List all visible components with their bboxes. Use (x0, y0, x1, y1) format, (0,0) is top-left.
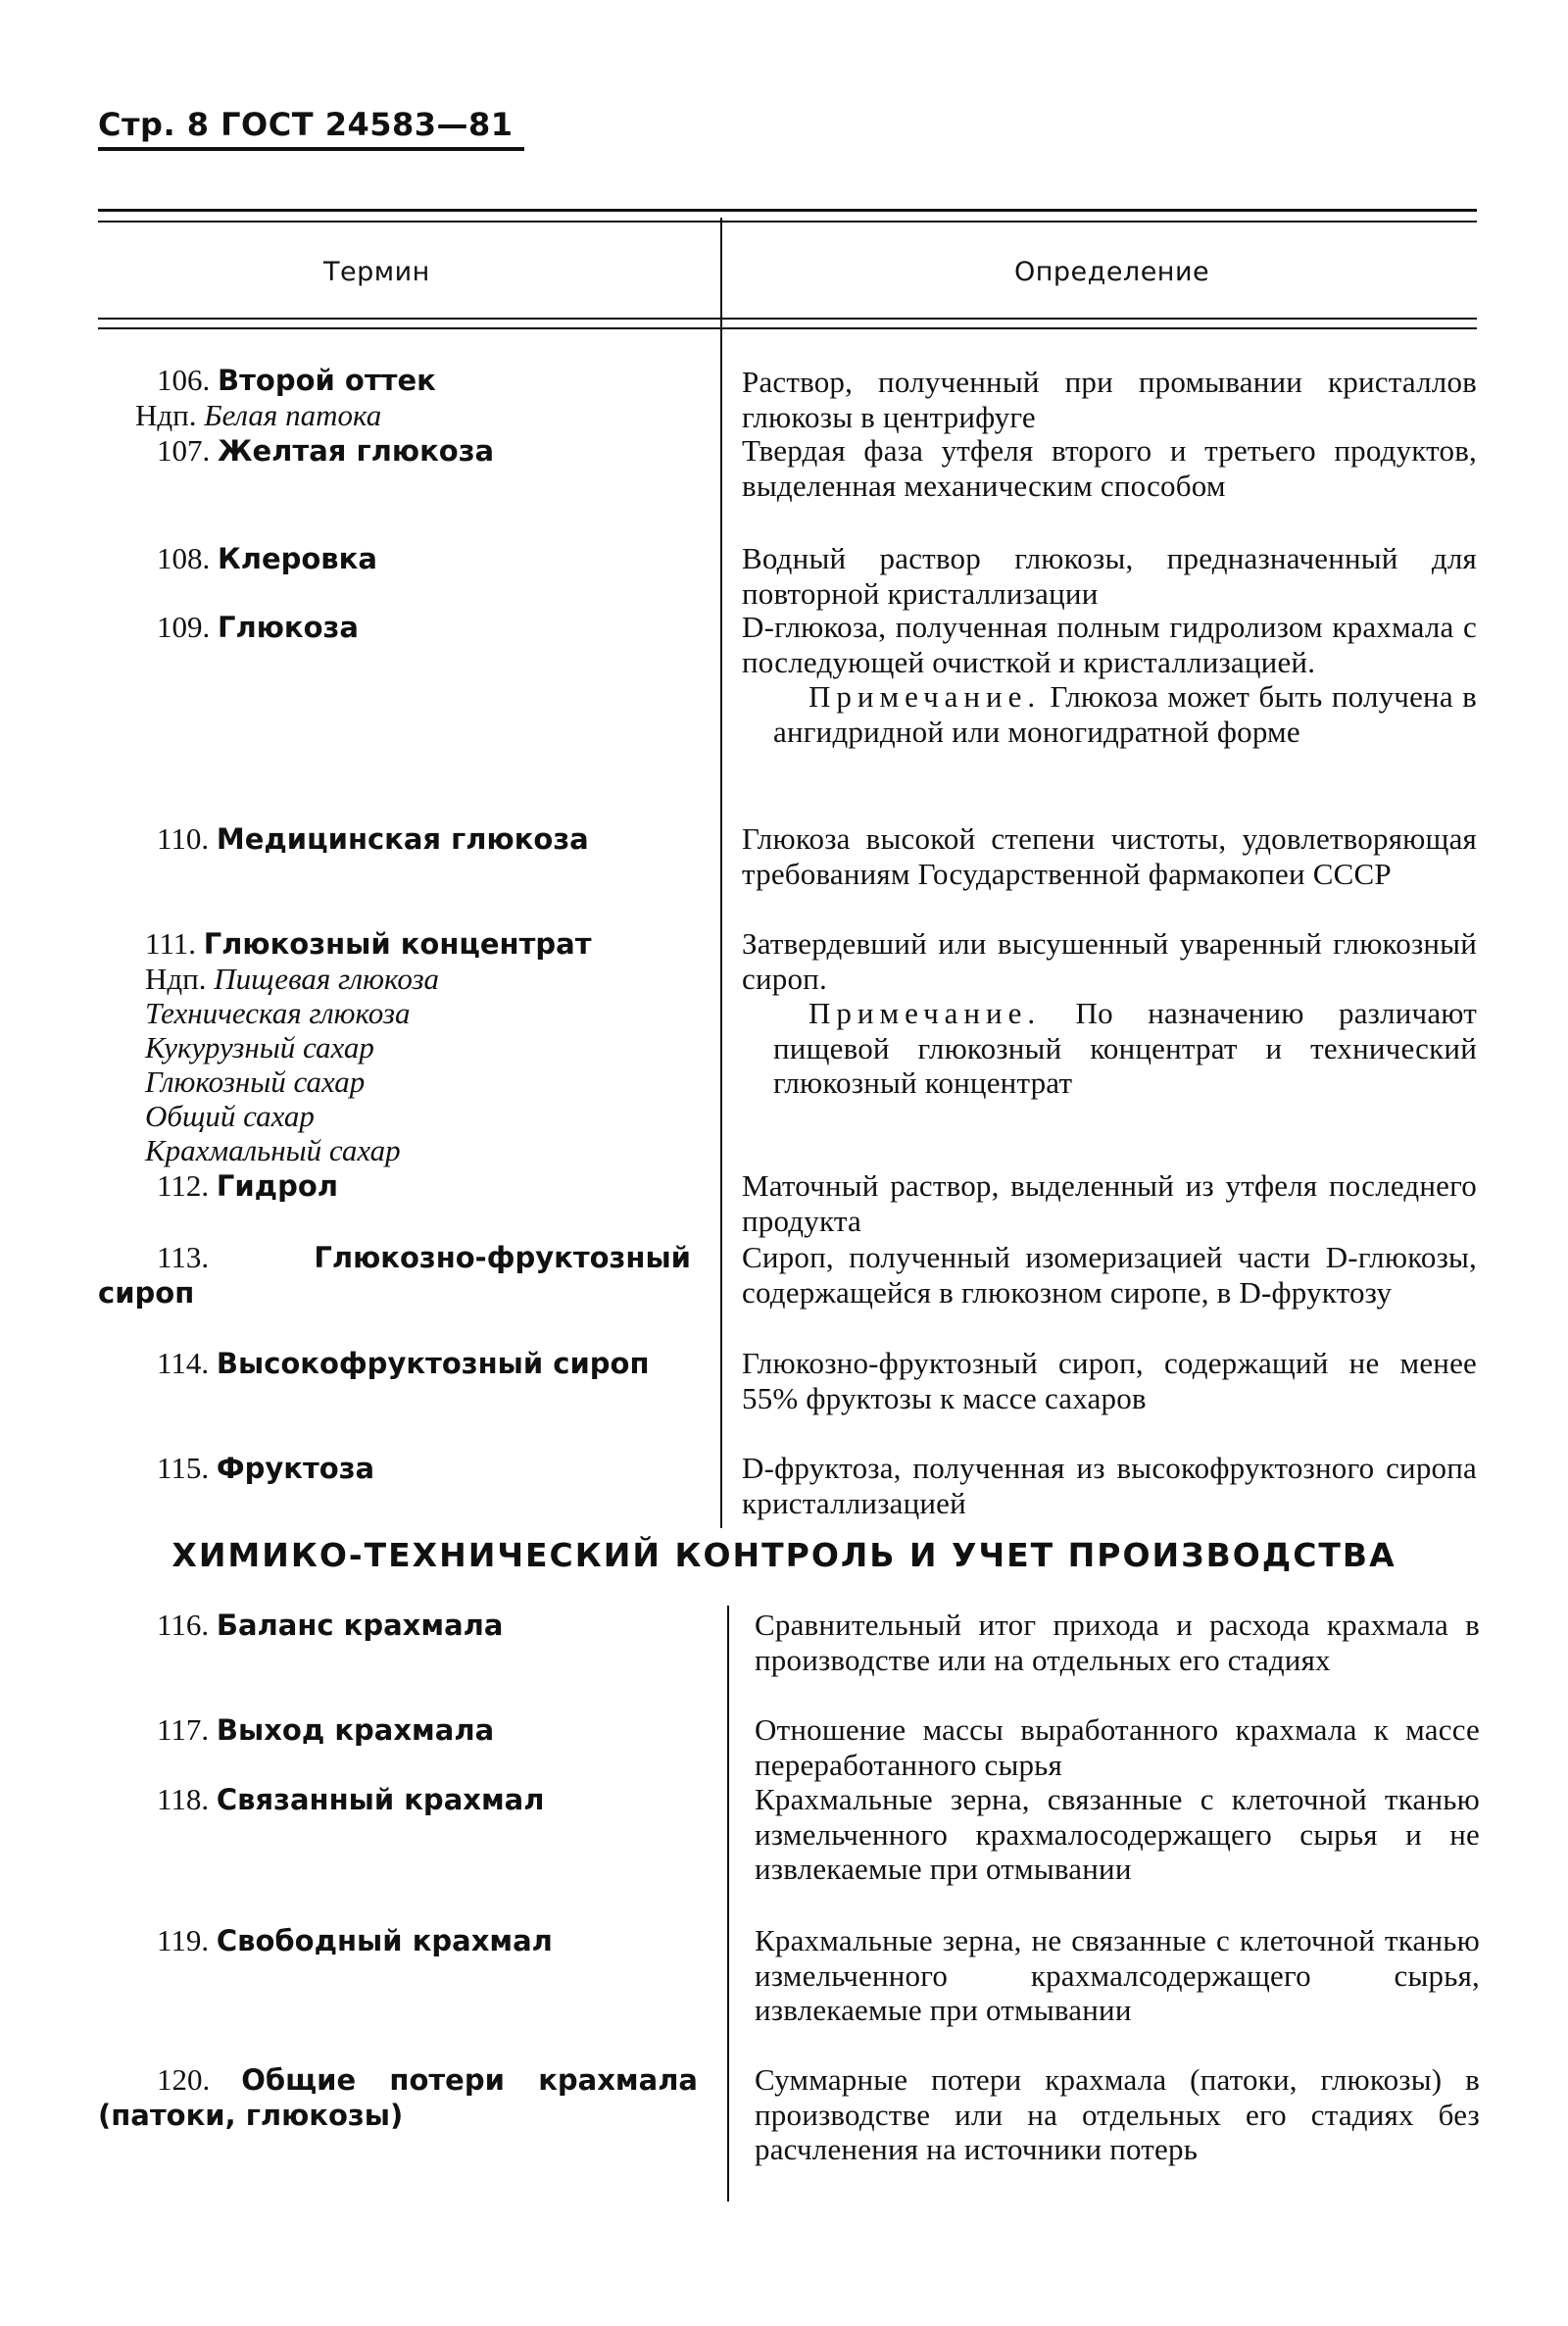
term-number: 120. (157, 2062, 211, 2097)
term-106 (135, 363, 706, 432)
term-name: Общие потери крахмала (патоки, глюкозы) (98, 2063, 698, 2132)
term-name: Фруктоза (216, 1452, 375, 1485)
definition-108: Водный раствор глюкозы, предназначенный для повторной кристаллизации (742, 541, 1477, 611)
term-120 (98, 2062, 698, 2133)
ndp-term: Техническая глюкоза (145, 996, 411, 1030)
definition-119: Крахмальные зерна, не связанные с клеточной тканью измельченного крахмалсодержащего сырья, извлекаемые при отмывании (755, 1923, 1480, 2027)
column-header-term: Термин (323, 257, 430, 287)
ndp-label: Ндп. (145, 962, 207, 996)
definition-106: Раствор, полученный при промывании кристаллов глюкозы в центрифуге (742, 365, 1477, 434)
term-name: Связанный крахмал (216, 1783, 545, 1816)
term-114 (157, 1346, 706, 1381)
ndp-label: Ндп. (135, 398, 197, 432)
term-113 (98, 1240, 691, 1311)
term-name: Желтая глюкоза (218, 434, 495, 468)
term-number: 118. (157, 1782, 210, 1816)
term-name: Глюкоза (218, 611, 359, 644)
ndp-term: Белая патока (204, 398, 382, 432)
term-name: Второй оттек (218, 364, 436, 397)
definition-117: Отношение массы выработанного крахмала к массе переработанного сырья (755, 1712, 1480, 1782)
term-name: Высокофруктозный сироп (216, 1347, 650, 1380)
table-top-rule-inner (98, 221, 1477, 223)
term-111 (145, 926, 713, 1167)
note-text: По назначению различают пищевой глюкозный концентрат и технический глюкозный концентрат (773, 996, 1478, 1100)
term-name: Гидрол (216, 1169, 339, 1203)
term-number: 119. (157, 1923, 210, 1957)
definition-note (742, 996, 1477, 1101)
term-119 (157, 1923, 715, 1958)
definition-115: D-фруктоза, полученная из высокофруктозного сиропа кристаллизацией (742, 1451, 1477, 1520)
definition-110: Глюкоза высокой степени чистоты, удовлетворяющая требованиям Государственной фармакопеи СССР (742, 821, 1477, 891)
ndp-term: Глюкозный сахар (145, 1064, 366, 1099)
note-text: Глюкоза может быть получена в ангидридной или моногидратной форме (773, 679, 1477, 749)
term-name: Баланс крахмала (216, 1608, 504, 1642)
term-name: Глюкозный концентрат (203, 927, 592, 961)
definition-113: Сироп, полученный изомеризацией части D-глюкозы, содержащейся в глюкозном сиропе, в D-фруктозу (742, 1240, 1477, 1310)
term-number: 115. (157, 1451, 210, 1485)
definition-text: D-глюкоза, полученная полным гидролизом крахмала с последующей очисткой и кристаллизацией. (742, 610, 1477, 679)
term-number: 117. (157, 1712, 210, 1747)
definition-note (742, 679, 1477, 749)
section-title: ХИМИКО-ТЕХНИЧЕСКИЙ КОНТРОЛЬ И УЧЕТ ПРОИЗВОДСТВА (172, 1536, 1396, 1574)
term-115 (157, 1451, 706, 1486)
term-109 (157, 610, 706, 645)
definition-109 (742, 610, 1477, 749)
term-name: Свободный крахмал (216, 1924, 553, 1957)
column-divider-2 (727, 1606, 729, 2202)
table-header-rule (98, 318, 1477, 320)
ndp-term: Крахмальный сахар (145, 1133, 401, 1167)
term-number: 110. (157, 821, 210, 856)
term-number: 113. (157, 1240, 210, 1274)
definition-120: Суммарные потери крахмала (патоки, глюкозы) в производстве или на отдельных его стадиях без расчленения на источники потерь (755, 2062, 1480, 2166)
definition-112: Маточный раствор, выделенный из утфеля последнего продукта (742, 1168, 1477, 1238)
table-header-rule-inner (98, 327, 1477, 329)
term-110 (157, 821, 706, 857)
term-107 (157, 433, 706, 469)
term-number: 108. (157, 541, 211, 575)
term-name: Клеровка (218, 542, 377, 575)
term-number: 114. (157, 1346, 210, 1380)
term-number: 111. (145, 926, 196, 961)
note-label: Примечание. (808, 679, 1042, 714)
definition-116: Сравнительный итог прихода и расхода крахмала в производстве или на отдельных его стадиях (755, 1608, 1480, 1677)
term-117 (157, 1712, 715, 1748)
term-number: 116. (157, 1608, 210, 1642)
ndp-term: Пищевая глюкоза (214, 962, 440, 996)
page-header: Стр. 8 ГОСТ 24583—81 (98, 106, 514, 143)
ndp-term: Общий сахар (145, 1099, 315, 1133)
definition-107: Твердая фаза утфеля второго и третьего продуктов, выделенная механическим способом (742, 433, 1477, 503)
header-rule (98, 147, 524, 151)
column-header-definition: Определение (1014, 257, 1210, 287)
term-name: Глюкозно-фруктозный сироп (98, 1241, 691, 1310)
term-116 (157, 1608, 715, 1643)
term-number: 107. (157, 433, 211, 468)
term-name: Медицинская глюкоза (216, 822, 589, 856)
ndp-term: Кукурузный сахар (145, 1030, 374, 1064)
term-name: Выход крахмала (216, 1713, 495, 1747)
term-number: 109. (157, 610, 211, 644)
definition-111 (742, 926, 1477, 1101)
term-number: 112. (157, 1168, 210, 1203)
definition-114: Глюкозно-фруктозный сироп, содержащий не менее 55% фруктозы к массе сахаров (742, 1346, 1477, 1415)
term-118 (157, 1782, 715, 1817)
table-top-rule (98, 209, 1477, 212)
column-divider (720, 218, 722, 1528)
definition-text: Затвердевший или высушенный уваренный глюкозный сироп. (742, 926, 1477, 996)
definition-118: Крахмальные зерна, связанные с клеточной тканью измельченного крахмалосодержащего сырья и не извлекаемые при отмывании (755, 1782, 1480, 1886)
note-label: Примечание. (808, 996, 1042, 1030)
term-number: 106. (157, 363, 211, 397)
term-108 (157, 541, 706, 576)
term-112 (157, 1168, 706, 1204)
